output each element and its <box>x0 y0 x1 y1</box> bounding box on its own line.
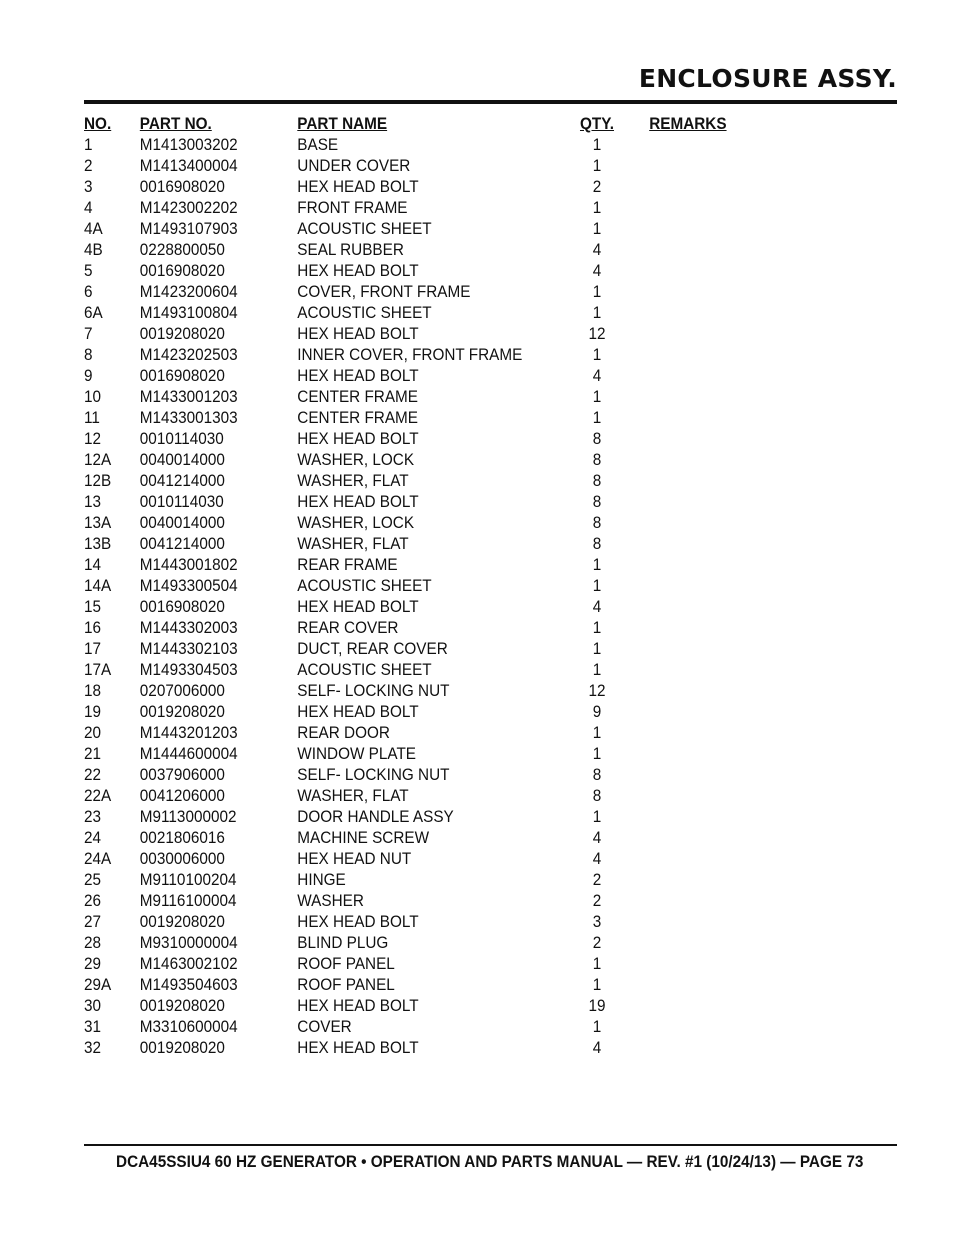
cell-part-name: ROOF PANEL <box>297 954 395 973</box>
cell-remarks <box>615 785 816 806</box>
cell-no: 24 <box>84 828 102 847</box>
cell-remarks <box>615 722 816 743</box>
cell-part-no: M1433001303 <box>139 408 238 427</box>
cell-remarks <box>615 764 816 785</box>
cell-no: 6 <box>84 282 93 301</box>
cell-part-no: M9116100004 <box>139 891 237 910</box>
cell-qty: 1 <box>592 1017 602 1036</box>
cell-part-no: 0228800050 <box>139 240 225 259</box>
cell-remarks <box>615 218 816 239</box>
cell-remarks <box>615 743 816 764</box>
cell-qty: 12 <box>588 324 606 343</box>
cell-no: 29A <box>84 975 112 994</box>
cell-part-name: REAR DOOR <box>297 723 390 742</box>
cell-part-no: M1493107903 <box>139 219 238 238</box>
table-row <box>84 428 816 449</box>
cell-part-name: REAR FRAME <box>297 555 398 574</box>
cell-remarks <box>615 491 816 512</box>
cell-qty: 1 <box>592 555 602 574</box>
cell-remarks <box>615 617 816 638</box>
cell-qty: 4 <box>592 849 602 868</box>
cell-no: 1 <box>84 135 93 154</box>
cell-qty: 12 <box>588 681 606 700</box>
table-row <box>84 659 816 680</box>
title-divider <box>84 100 897 104</box>
table-row <box>84 176 816 197</box>
cell-qty: 1 <box>592 807 602 826</box>
cell-qty: 4 <box>592 261 602 280</box>
cell-remarks <box>615 827 816 848</box>
cell-qty: 1 <box>592 282 602 301</box>
cell-part-name: CENTER FRAME <box>297 408 419 427</box>
cell-qty: 1 <box>592 975 602 994</box>
table-row <box>84 827 816 848</box>
table-row <box>84 806 816 827</box>
cell-no: 13A <box>84 513 112 532</box>
cell-no: 3 <box>84 177 93 196</box>
column-header-part-name: PART NAME <box>297 114 388 133</box>
cell-qty: 8 <box>592 765 602 784</box>
cell-no: 29 <box>84 954 102 973</box>
cell-part-name: WASHER <box>297 891 364 910</box>
cell-no: 32 <box>84 1038 102 1057</box>
cell-qty: 4 <box>592 828 602 847</box>
cell-no: 11 <box>84 408 100 427</box>
cell-remarks <box>615 701 816 722</box>
table-row <box>84 386 816 407</box>
footer-divider <box>84 1144 897 1146</box>
cell-part-no: M1423202503 <box>139 345 238 364</box>
table-row <box>84 911 816 932</box>
table-row <box>84 134 816 155</box>
cell-qty: 4 <box>592 597 602 616</box>
cell-part-name: WASHER, LOCK <box>297 513 415 532</box>
cell-part-no: M1443001802 <box>139 555 238 574</box>
cell-no: 12B <box>84 471 112 490</box>
cell-part-name: HEX HEAD BOLT <box>297 324 419 343</box>
table-row <box>84 365 816 386</box>
cell-part-no: 0010114030 <box>139 492 224 511</box>
cell-part-no: 0019208020 <box>139 702 225 721</box>
cell-qty: 1 <box>592 639 602 658</box>
cell-remarks <box>615 260 816 281</box>
cell-no: 10 <box>84 387 102 406</box>
cell-part-name: UNDER COVER <box>297 156 411 175</box>
cell-no: 4B <box>84 240 103 259</box>
cell-qty: 4 <box>592 366 602 385</box>
cell-part-no: M3310600004 <box>139 1017 238 1036</box>
cell-part-no: M1463002102 <box>139 954 238 973</box>
cell-part-name: ACOUSTIC SHEET <box>297 660 432 679</box>
cell-part-no: 0207006000 <box>139 681 225 700</box>
cell-remarks <box>615 428 816 449</box>
table-row <box>84 890 816 911</box>
cell-part-no: 0041214000 <box>139 471 225 490</box>
cell-no: 13 <box>84 492 102 511</box>
cell-part-no: M1493100804 <box>139 303 238 322</box>
cell-part-no: 0040014000 <box>139 513 225 532</box>
cell-part-name: COVER, FRONT FRAME <box>297 282 471 301</box>
table-row <box>84 995 816 1016</box>
cell-part-no: M1443302003 <box>139 618 238 637</box>
cell-qty: 1 <box>592 198 602 217</box>
cell-no: 21 <box>84 744 102 763</box>
cell-part-no: 0019208020 <box>139 1038 225 1057</box>
cell-qty: 1 <box>592 618 602 637</box>
table-row <box>84 743 816 764</box>
cell-part-name: ACOUSTIC SHEET <box>297 219 432 238</box>
cell-remarks <box>615 281 816 302</box>
table-row <box>84 722 816 743</box>
cell-no: 16 <box>84 618 102 637</box>
table-row <box>84 197 816 218</box>
cell-part-no: 0019208020 <box>139 996 225 1015</box>
cell-remarks <box>615 554 816 575</box>
cell-remarks <box>615 680 816 701</box>
cell-part-name: ROOF PANEL <box>297 975 395 994</box>
cell-no: 15 <box>84 597 102 616</box>
parts-table <box>84 113 816 1058</box>
cell-no: 6A <box>84 303 103 322</box>
cell-remarks <box>615 1037 816 1058</box>
cell-part-name: SELF- LOCKING NUT <box>297 681 450 700</box>
table-row <box>84 617 816 638</box>
table-row <box>84 512 816 533</box>
cell-part-name: HEX HEAD BOLT <box>297 1038 419 1057</box>
cell-remarks <box>615 533 816 554</box>
cell-qty: 2 <box>592 891 602 910</box>
cell-qty: 2 <box>592 870 602 889</box>
cell-part-name: HINGE <box>297 870 346 889</box>
table-row <box>84 596 816 617</box>
cell-no: 24A <box>84 849 112 868</box>
cell-remarks <box>615 176 816 197</box>
table-row <box>84 302 816 323</box>
cell-remarks <box>615 239 816 260</box>
cell-qty: 1 <box>592 660 602 679</box>
cell-no: 4 <box>84 198 93 217</box>
cell-part-name: BASE <box>297 135 339 154</box>
table-row <box>84 869 816 890</box>
cell-part-name: ACOUSTIC SHEET <box>297 303 432 322</box>
cell-remarks <box>615 134 816 155</box>
cell-part-name: DUCT, REAR COVER <box>297 639 448 658</box>
cell-qty: 4 <box>592 1038 602 1057</box>
table-row <box>84 323 816 344</box>
cell-remarks <box>615 911 816 932</box>
page-title: ENCLOSURE ASSY. <box>638 64 897 93</box>
cell-remarks <box>615 470 816 491</box>
cell-no: 27 <box>84 912 102 931</box>
table-row <box>84 281 816 302</box>
cell-part-name: WASHER, FLAT <box>297 534 409 553</box>
cell-part-no: 0016908020 <box>139 177 225 196</box>
table-row <box>84 1037 816 1058</box>
cell-qty: 8 <box>592 429 602 448</box>
cell-qty: 1 <box>592 744 602 763</box>
cell-no: 7 <box>84 324 93 343</box>
cell-no: 30 <box>84 996 102 1015</box>
cell-no: 25 <box>84 870 102 889</box>
cell-no: 23 <box>84 807 102 826</box>
cell-part-name: HEX HEAD BOLT <box>297 702 419 721</box>
cell-part-name: MACHINE SCREW <box>297 828 430 847</box>
cell-no: 20 <box>84 723 102 742</box>
cell-no: 5 <box>84 261 93 280</box>
page-footer: DCA45SSIU4 60 HZ GENERATOR • OPERATION AND PARTS MANUAL — REV. #1 (10/24/13) — PAGE 73 <box>115 1152 863 1171</box>
cell-part-name: WINDOW PLATE <box>297 744 417 763</box>
cell-qty: 1 <box>592 303 602 322</box>
cell-no: 13B <box>84 534 112 553</box>
cell-no: 8 <box>84 345 93 364</box>
cell-part-no: M1493304503 <box>139 660 238 679</box>
cell-qty: 1 <box>592 387 602 406</box>
table-row <box>84 701 816 722</box>
column-header-part-no: PART NO. <box>139 114 212 133</box>
cell-part-no: M1413003202 <box>139 135 238 154</box>
cell-no: 12 <box>84 429 102 448</box>
cell-part-no: 0021806016 <box>139 828 225 847</box>
cell-no: 22A <box>84 786 112 805</box>
cell-part-name: DOOR HANDLE ASSY <box>297 807 454 826</box>
cell-no: 22 <box>84 765 102 784</box>
cell-part-no: 0041214000 <box>139 534 225 553</box>
cell-remarks <box>615 365 816 386</box>
cell-part-no: 0016908020 <box>139 261 225 280</box>
column-header-no: NO. <box>84 114 112 133</box>
cell-part-no: 0040014000 <box>139 450 225 469</box>
cell-part-name: HEX HEAD BOLT <box>297 429 419 448</box>
cell-part-name: BLIND PLUG <box>297 933 389 952</box>
cell-qty: 2 <box>592 177 602 196</box>
cell-remarks <box>615 596 816 617</box>
cell-part-name: HEX HEAD BOLT <box>297 366 419 385</box>
cell-part-name: SELF- LOCKING NUT <box>297 765 450 784</box>
cell-qty: 1 <box>592 219 602 238</box>
cell-part-name: CENTER FRAME <box>297 387 419 406</box>
cell-remarks <box>615 407 816 428</box>
cell-remarks <box>615 512 816 533</box>
cell-part-name: HEX HEAD BOLT <box>297 996 419 1015</box>
cell-no: 18 <box>84 681 102 700</box>
table-row <box>84 680 816 701</box>
cell-qty: 8 <box>592 471 602 490</box>
cell-remarks <box>615 575 816 596</box>
cell-part-no: 0016908020 <box>139 366 225 385</box>
cell-part-name: WASHER, FLAT <box>297 471 409 490</box>
cell-no: 17A <box>84 660 112 679</box>
cell-no: 2 <box>84 156 93 175</box>
cell-part-no: 0041206000 <box>139 786 225 805</box>
cell-no: 31 <box>84 1017 102 1036</box>
cell-part-no: M1423200604 <box>139 282 238 301</box>
cell-part-name: HEX HEAD BOLT <box>297 177 419 196</box>
cell-no: 12A <box>84 450 112 469</box>
cell-part-no: M1493300504 <box>139 576 238 595</box>
cell-part-name: ACOUSTIC SHEET <box>297 576 432 595</box>
parts-table-body <box>84 134 816 1058</box>
table-row <box>84 344 816 365</box>
cell-qty: 1 <box>592 408 602 427</box>
cell-remarks <box>615 848 816 869</box>
cell-remarks <box>615 197 816 218</box>
table-row <box>84 1016 816 1037</box>
cell-qty: 9 <box>592 702 602 721</box>
cell-remarks <box>615 995 816 1016</box>
cell-no: 17 <box>84 639 102 658</box>
cell-remarks <box>615 155 816 176</box>
cell-part-no: 0030006000 <box>139 849 225 868</box>
cell-no: 4A <box>84 219 103 238</box>
cell-qty: 8 <box>592 513 602 532</box>
table-row <box>84 449 816 470</box>
cell-qty: 1 <box>592 345 602 364</box>
table-row <box>84 155 816 176</box>
cell-part-name: HEX HEAD BOLT <box>297 492 419 511</box>
cell-qty: 1 <box>592 135 602 154</box>
table-header-row <box>84 113 816 134</box>
cell-qty: 1 <box>592 576 602 595</box>
cell-remarks <box>615 659 816 680</box>
column-header-remarks: REMARKS <box>649 114 727 133</box>
cell-part-name: FRONT FRAME <box>297 198 408 217</box>
table-row <box>84 785 816 806</box>
cell-part-no: M9113000002 <box>139 807 237 826</box>
cell-part-no: 0019208020 <box>139 912 225 931</box>
cell-part-name: HEX HEAD BOLT <box>297 912 419 931</box>
cell-part-name: HEX HEAD BOLT <box>297 597 419 616</box>
cell-part-name: WASHER, FLAT <box>297 786 409 805</box>
cell-remarks <box>615 806 816 827</box>
table-row <box>84 554 816 575</box>
table-row <box>84 932 816 953</box>
cell-qty: 1 <box>592 954 602 973</box>
cell-part-no: M1413400004 <box>139 156 238 175</box>
cell-remarks <box>615 323 816 344</box>
table-row <box>84 407 816 428</box>
table-row <box>84 218 816 239</box>
cell-no: 19 <box>84 702 102 721</box>
cell-qty: 4 <box>592 240 602 259</box>
table-row <box>84 239 816 260</box>
cell-part-name: HEX HEAD BOLT <box>297 261 419 280</box>
cell-remarks <box>615 1016 816 1037</box>
column-header-qty: QTY. <box>579 114 615 133</box>
cell-remarks <box>615 974 816 995</box>
table-row <box>84 260 816 281</box>
cell-no: 9 <box>84 366 93 385</box>
cell-remarks <box>615 890 816 911</box>
cell-part-no: M1444600004 <box>139 744 238 763</box>
cell-part-no: 0037906000 <box>139 765 225 784</box>
cell-remarks <box>615 302 816 323</box>
cell-part-no: M1443201203 <box>139 723 238 742</box>
cell-part-no: M1493504603 <box>139 975 238 994</box>
cell-qty: 8 <box>592 450 602 469</box>
cell-remarks <box>615 344 816 365</box>
cell-qty: 8 <box>592 534 602 553</box>
table-row <box>84 491 816 512</box>
table-row <box>84 764 816 785</box>
cell-part-name: REAR COVER <box>297 618 399 637</box>
cell-qty: 3 <box>592 912 602 931</box>
cell-qty: 8 <box>592 492 602 511</box>
cell-part-name: HEX HEAD NUT <box>297 849 412 868</box>
cell-part-name: SEAL RUBBER <box>297 240 404 259</box>
cell-no: 26 <box>84 891 102 910</box>
cell-qty: 1 <box>592 723 602 742</box>
cell-remarks <box>615 449 816 470</box>
cell-no: 14 <box>84 555 102 574</box>
table-row <box>84 953 816 974</box>
cell-qty: 2 <box>592 933 602 952</box>
table-row <box>84 848 816 869</box>
table-row <box>84 575 816 596</box>
cell-qty: 1 <box>592 156 602 175</box>
cell-no: 28 <box>84 933 102 952</box>
cell-part-no: 0016908020 <box>139 597 225 616</box>
cell-part-no: M9310000004 <box>139 933 238 952</box>
cell-part-no: 0010114030 <box>139 429 224 448</box>
cell-qty: 8 <box>592 786 602 805</box>
cell-remarks <box>615 386 816 407</box>
cell-remarks <box>615 638 816 659</box>
cell-part-no: M1423002202 <box>139 198 238 217</box>
cell-remarks <box>615 932 816 953</box>
cell-part-name: WASHER, LOCK <box>297 450 415 469</box>
cell-part-no: M9110100204 <box>139 870 237 889</box>
cell-qty: 19 <box>588 996 606 1015</box>
cell-part-no: M1443302103 <box>139 639 238 658</box>
cell-remarks <box>615 953 816 974</box>
cell-part-no: M1433001203 <box>139 387 238 406</box>
cell-no: 14A <box>84 576 112 595</box>
cell-remarks <box>615 869 816 890</box>
table-row <box>84 470 816 491</box>
cell-part-name: COVER <box>297 1017 352 1036</box>
cell-part-no: 0019208020 <box>139 324 225 343</box>
table-row <box>84 974 816 995</box>
cell-part-name: INNER COVER, FRONT FRAME <box>297 345 523 364</box>
table-row <box>84 533 816 554</box>
table-row <box>84 638 816 659</box>
